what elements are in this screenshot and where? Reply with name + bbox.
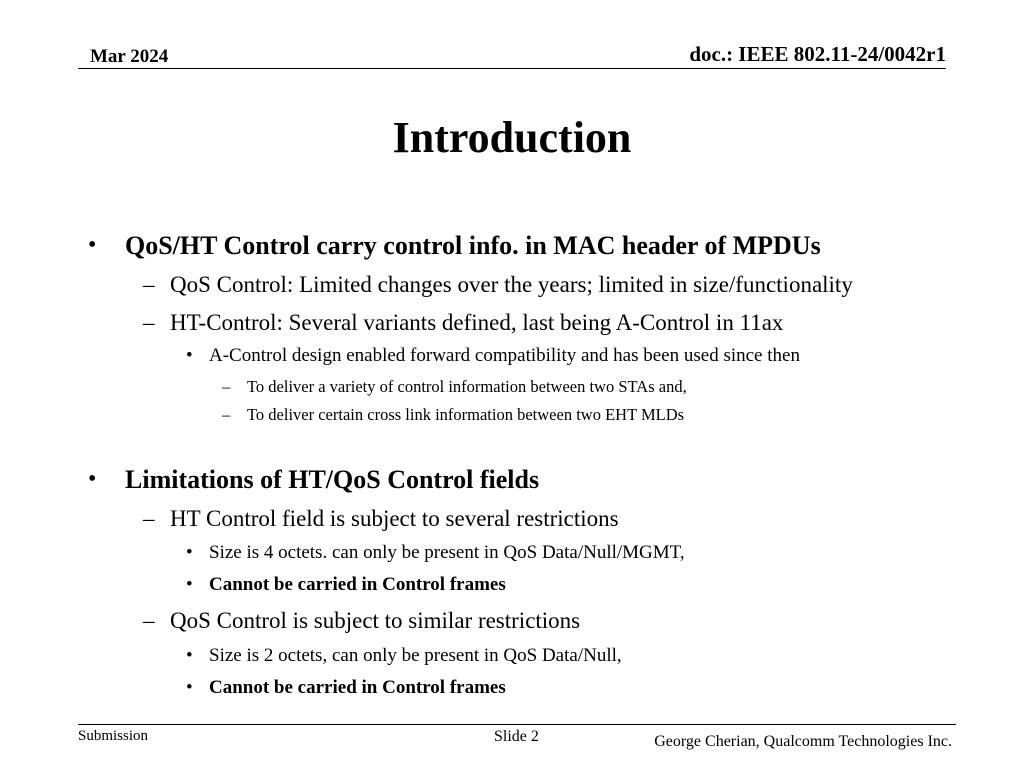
dash-marker: – [143, 272, 155, 297]
footer-rule [78, 724, 956, 725]
bullet-marker: • [186, 677, 193, 698]
sub-bullet-no-control-frames-2: Cannot be carried in Control frames [209, 677, 506, 698]
bullet-marker: • [186, 574, 193, 595]
sub-bullet-a-control: A-Control design enabled forward compatibility and has been used since then [209, 345, 800, 366]
dash-marker: – [143, 506, 155, 531]
dash-marker: – [143, 310, 155, 335]
bullet-qos-ht-control: QoS/HT Control carry control info. in MAC header of MPDUs [125, 231, 821, 260]
footer-submission: Submission [78, 728, 149, 744]
bullet-limitations: Limitations of HT/QoS Control fields [125, 465, 540, 494]
footer-slide-number: Slide 2 [494, 728, 539, 745]
sub-bullet-qos-restrictions: QoS Control is subject to similar restrictions [170, 608, 581, 633]
bullet-marker: • [186, 345, 193, 366]
sub-bullet-qos-control: QoS Control: Limited changes over the years; limited in size/functionality [170, 272, 853, 297]
bullet-marker: • [186, 645, 193, 666]
bullet-marker: • [88, 466, 97, 492]
header-date: Mar 2024 [90, 46, 169, 67]
slide-title: Introduction [392, 113, 632, 162]
dash-marker: – [222, 405, 231, 424]
sub-bullet-cross-link: To deliver certain cross link information between two EHT MLDs [247, 405, 685, 424]
dash-marker: – [143, 608, 155, 633]
header-doc-id: doc.: IEEE 802.11-24/0042r1 [689, 42, 946, 66]
sub-bullet-size-2: Size is 2 octets, can only be present in QoS Data/Null, [209, 645, 622, 666]
sub-bullet-variety: To deliver a variety of control information between two STAs and, [247, 377, 687, 396]
sub-bullet-size-4: Size is 4 octets. can only be present in QoS Data/Null/MGMT, [209, 542, 685, 563]
dash-marker: – [222, 377, 231, 396]
sub-bullet-ht-restrictions: HT Control field is subject to several restrictions [170, 506, 619, 531]
bullet-marker: • [186, 542, 193, 563]
header-rule [78, 68, 946, 69]
sub-bullet-ht-control: HT-Control: Several variants defined, last being A-Control in 11ax [170, 310, 784, 335]
footer-author: George Cherian, Qualcomm Technologies Inc. [654, 733, 952, 750]
sub-bullet-no-control-frames-1: Cannot be carried in Control frames [209, 574, 506, 595]
bullet-marker: • [88, 232, 97, 258]
